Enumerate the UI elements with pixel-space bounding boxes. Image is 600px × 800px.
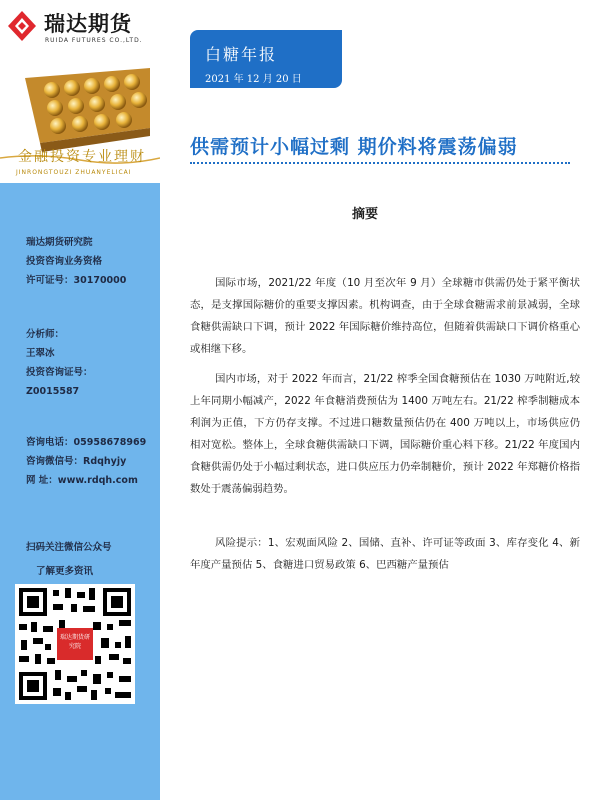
sidebar-website: 网 址：www.rdqh.com <box>26 475 138 486</box>
sidebar-wechat: 咨询微信号：Rdqhyjy <box>26 456 127 467</box>
sidebar-analyst-name: 王翠冰 <box>26 348 55 359</box>
risk-paragraph: 风险提示：1、宏观面风险 2、国储、直补、许可证等政面 3、库存变化 4、新年度产量预估 5、食糖进口贸易政策 6、巴西糖产量预估 <box>190 537 580 571</box>
report-date: 2021 年 12 月 20 日 <box>205 74 302 85</box>
summary-paragraph-1: 国际市场，2021/22 年度（10 月至次年 9 月）全球糖市供需仍处于紧平衡状态，是支撑国际糖价的重要支撑因素。机构调查，由于全球食糖需求前景减弱，全球食糖供需缺口下调，预计 2022 年国际糖价维持高位，但随着供需缺口下调价格重心或相继下移。 <box>190 277 580 355</box>
brand-sub: RUIDA FUTURES CO.,LTD. <box>45 37 143 44</box>
logo <box>0 0 160 58</box>
sidebar-license: 许可证号：30170000 <box>26 275 127 286</box>
slogan-pinyin: JINRONGTOUZI ZHUANYELICAI <box>16 169 132 176</box>
title-divider <box>190 162 570 164</box>
brand-name: 瑞达期货 <box>44 12 132 36</box>
qr-caption-2: 了解更多资讯 <box>36 566 94 577</box>
section-title: 摘要 <box>352 207 379 222</box>
slogan: 金融投资专业理财 <box>18 149 146 165</box>
sidebar-institute: 瑞达期货研究院 <box>26 237 93 248</box>
logo-mark-icon <box>5 9 39 43</box>
sidebar-cert-label: 投资咨询证号： <box>26 367 93 378</box>
sidebar-cert-no: Z0015587 <box>26 386 80 397</box>
page-title: 供需预计小幅过剩 期价料将震荡偏弱 <box>190 136 518 158</box>
sidebar-analyst-label: 分析师： <box>26 329 65 340</box>
summary-paragraph-2: 国内市场，对于 2022 年而言，21/22 榨季全国食糖预估在 1030 万吨附近,较上年同期小幅减产，2022 年食糖消费预估为 1400 万吨左右。21/22 榨季制糖成本利润为正值，下方仍存支撑。不过进口糖数量预估仍在 400 万吨以上，市场供应仍相对宽松。整体上，全球食糖供需缺口下调，国际糖价重心料下移。21/22 年度国内食糖供需仍处于小幅过剩状态，进口供应压力仍牵制糖价，预计 2022 年郑糖价格指数处于震荡偏弱趋势。 <box>190 373 580 495</box>
qr-center-label: 瑞达期货研究院 <box>59 634 90 650</box>
sidebar-qualification: 投资咨询业务资格 <box>26 256 103 267</box>
sidebar-phone: 咨询电话：05958678969 <box>26 437 147 448</box>
report-type: 白糖年报 <box>205 45 278 64</box>
qr-caption-1: 扫码关注微信公众号 <box>26 542 112 553</box>
qr-code[interactable] <box>15 584 135 704</box>
